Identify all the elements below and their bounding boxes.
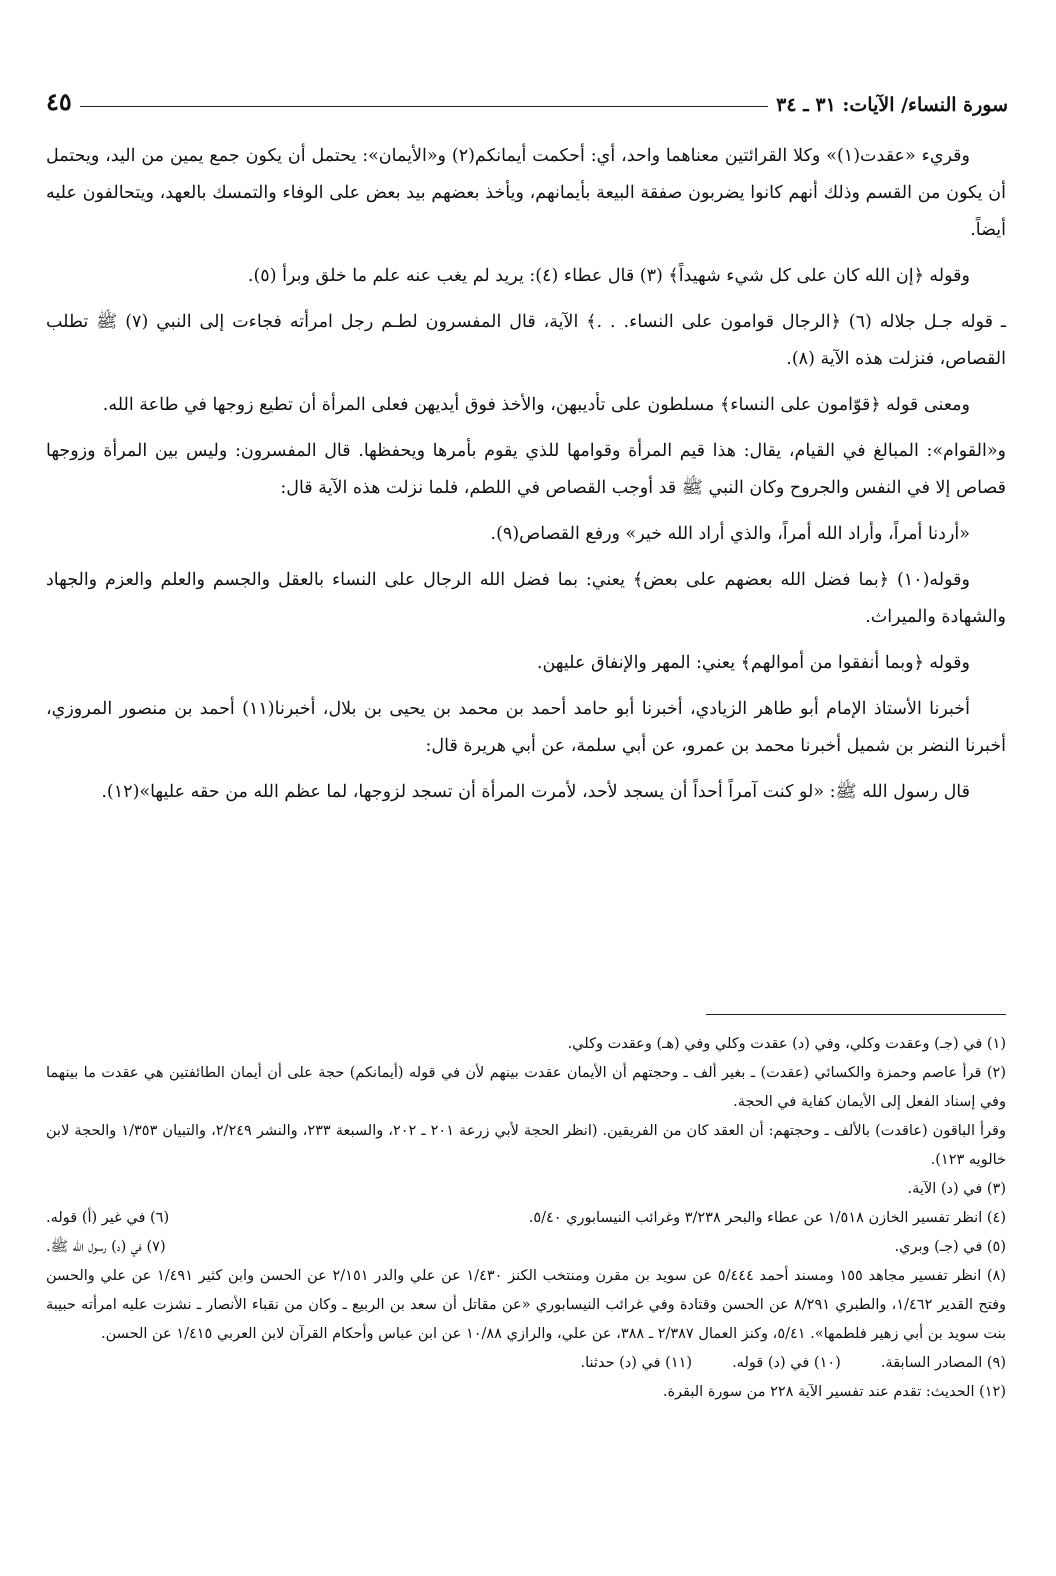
footnote-row — [46, 1233, 1006, 1262]
isnad-paragraph: أخبرنا الأستاذ الإمام أبو طاهر الزيادي، أخبرنا أبو حامد أحمد بن محمد بن يحيى بن بلال، أخبرنا(١١) أحمد بن منصور المروزي، أخبرنا النضر بن شميل أخبرنا محمد بن عمرو، عن أبي سلمة، عن أبي هريرة قال: — [46, 699, 1006, 756]
main-text — [46, 138, 1006, 820]
footnote: (١١) في (د) حدثنا. — [580, 1355, 693, 1371]
paragraph: ـ قوله جـل جلاله (٦) ﴿الرجال قوامون على النساء. . .﴾ الآية، قال المفسرون لطـم رجل امرأته فجاءت إلى النبي (٧) ﷺ تطلب القصاص، فنزلت هذه الآية (٨). — [46, 312, 1007, 369]
footnote-separator — [706, 1014, 1006, 1015]
hadith-quote: «أردنا أمراً، وأراد الله أمراً، والذي أراد الله خير» ورفع القصاص(٩). — [490, 524, 970, 544]
footnote: (١) في (جـ) وعقدت وكلي، وفي (د) عقدت وكلي وفي (هـ) وعقدت وكلي. — [567, 1036, 1006, 1052]
header-rule — [80, 106, 768, 107]
footnote: (٦) في غير (أ) قوله. — [46, 1210, 170, 1226]
footnote: (١٠) في (د) قوله. — [732, 1355, 841, 1371]
paragraph: وقريء «عقدت(١)» وكلا القرائتين معناهما واحد، أي: أحكمت أيمانكم(٢) و«الأيمان»: يحتمل أن يكون جمع يمين من اليد، ويحتمل أن يكون من القسم وذلك أنهم كانوا يضربون صفقة البيعة بأيمانهم، ويأخذ بعضهم بيد بعض على الوفاء والتمسك بالعهد، ويتحالفون عليه أيضاً. — [46, 146, 1006, 240]
paragraph: وقوله ﴿وبما أنفقوا من أموالهم﴾ يعني: المهر والإنفاق عليهن. — [536, 653, 970, 673]
paragraph: ومعنى قوله ﴿قوّامون على النساء﴾ مسلطون على تأديبهن، والأخذ فوق أيديهن فعلى المرأة أن تطيع زوجها في طاعة الله. — [102, 395, 970, 415]
footnote: (٩) المصادر السابقة. — [880, 1355, 1006, 1371]
footnote: (١٢) الحديث: تقدم عند تفسير الآية ٢٢٨ من سورة البقرة. — [662, 1384, 1006, 1400]
footnote: (٨) انظر تفسير مجاهد ١٥٥ ومسند أحمد ٥/٤٤٤ عن سويد بن مقرن ومنتخب الكنز ١/٤٣٠ عن علي والدر ٢/١٥١ عن الحسن وابن كثير ١/٤٩١ عن علي والحسن وفتح القدير ١/٤٦٢، والطبري ٨/٢٩١ عن الحسن وقتادة وفي غرائب النيسابوري «عن مقاتل أن سعد بن الربيع ـ وكان من نقباء الأنصار ـ نشزت عليه امرأته حبيبة بنت سويد بن أبي زهير فلطمها». ٥/٤١، وكنز العمال ٢/٣٨٧ ـ ٣٨٨، عن علي، والرازي ١٠/٨٨ عن ابن عباس وأحكام القرآن لابن العربي ١/٤١٥ عن الحسن. — [46, 1268, 1007, 1342]
footnote: (٥) في (جـ) وبري. — [894, 1239, 1006, 1255]
running-title: سورة النساء/ الآيات: ٣١ ـ ٣٤ — [776, 94, 1008, 116]
paragraph: وقوله(١٠) ﴿بما فضل الله بعضهم على بعض﴾ يعني: بما فضل الله الرجال على النساء بالعقل والجسم والعلم والعزم والجهاد والشهادة والميراث. — [46, 570, 1006, 627]
paragraph: و«القوام»: المبالغ في القيام، يقال: هذا قيم المرأة وقوامها للذي يقوم بأمرها ويحفظها. قال المفسرون: وليس بين المرأة وزوجها قصاص إلا في النفس والجروح وكان النبي ﷺ قد أوجب القصاص في اللطم، فلما نزلت هذه الآية قال: — [46, 441, 1006, 498]
page-number: ٤٥ — [46, 87, 72, 116]
hadith-paragraph: قال رسول الله ﷺ: «لو كنت آمراً أحداً أن يسجد لأحد، لأمرت المرأة أن تسجد لزوجها، لما عظم الله من حقه عليها»(١٢). — [101, 782, 970, 802]
footnote-row — [46, 1204, 1006, 1233]
page-header — [46, 82, 1008, 116]
footnote-row — [46, 1349, 1006, 1378]
footnote: (٤) انظر تفسير الخازن ١/٥١٨ عن عطاء والبحر ٣/٢٣٨ وغرائب النيسابوري ٥/٤٠. — [528, 1210, 1006, 1226]
footnote: (٢) قرأ عاصم وحمزة والكسائي (عقدت) ـ بغير ألف ـ وحجتهم أن الأيمان عقدت بينهم لأن في قوله (أيمانكم) حجة على أن أيمان الطائفتين هي عقدت ما بينهما وفي إسناد الفعل إلى الأيمان كفاية في الحجة. — [46, 1065, 1006, 1110]
footnote-continuation: وقرأ الباقون (عاقدت) بالألف ـ وحجتهم: أن العقد كان من الفريقين. (انظر الحجة لأبي زرعة ٢٠١ ـ ٢٠٢، والسبعة ٢٣٣، والنشر ٢/٢٤٩، والتبيان ١/٣٥٣ والحجة لابن خالويه ١٢٣). — [46, 1123, 1006, 1168]
footnotes — [46, 1030, 1006, 1407]
footnote: (٧) في (د) رسول الله ﷺ. — [46, 1239, 166, 1255]
footnote: (٣) في (د) الآية. — [907, 1181, 1006, 1197]
paragraph: وقوله ﴿إن الله كان على كل شيء شهيداً﴾ (٣) قال عطاء (٤): يريد لم يغب عنه علم ما خلق وبرأ (٥). — [247, 266, 970, 286]
